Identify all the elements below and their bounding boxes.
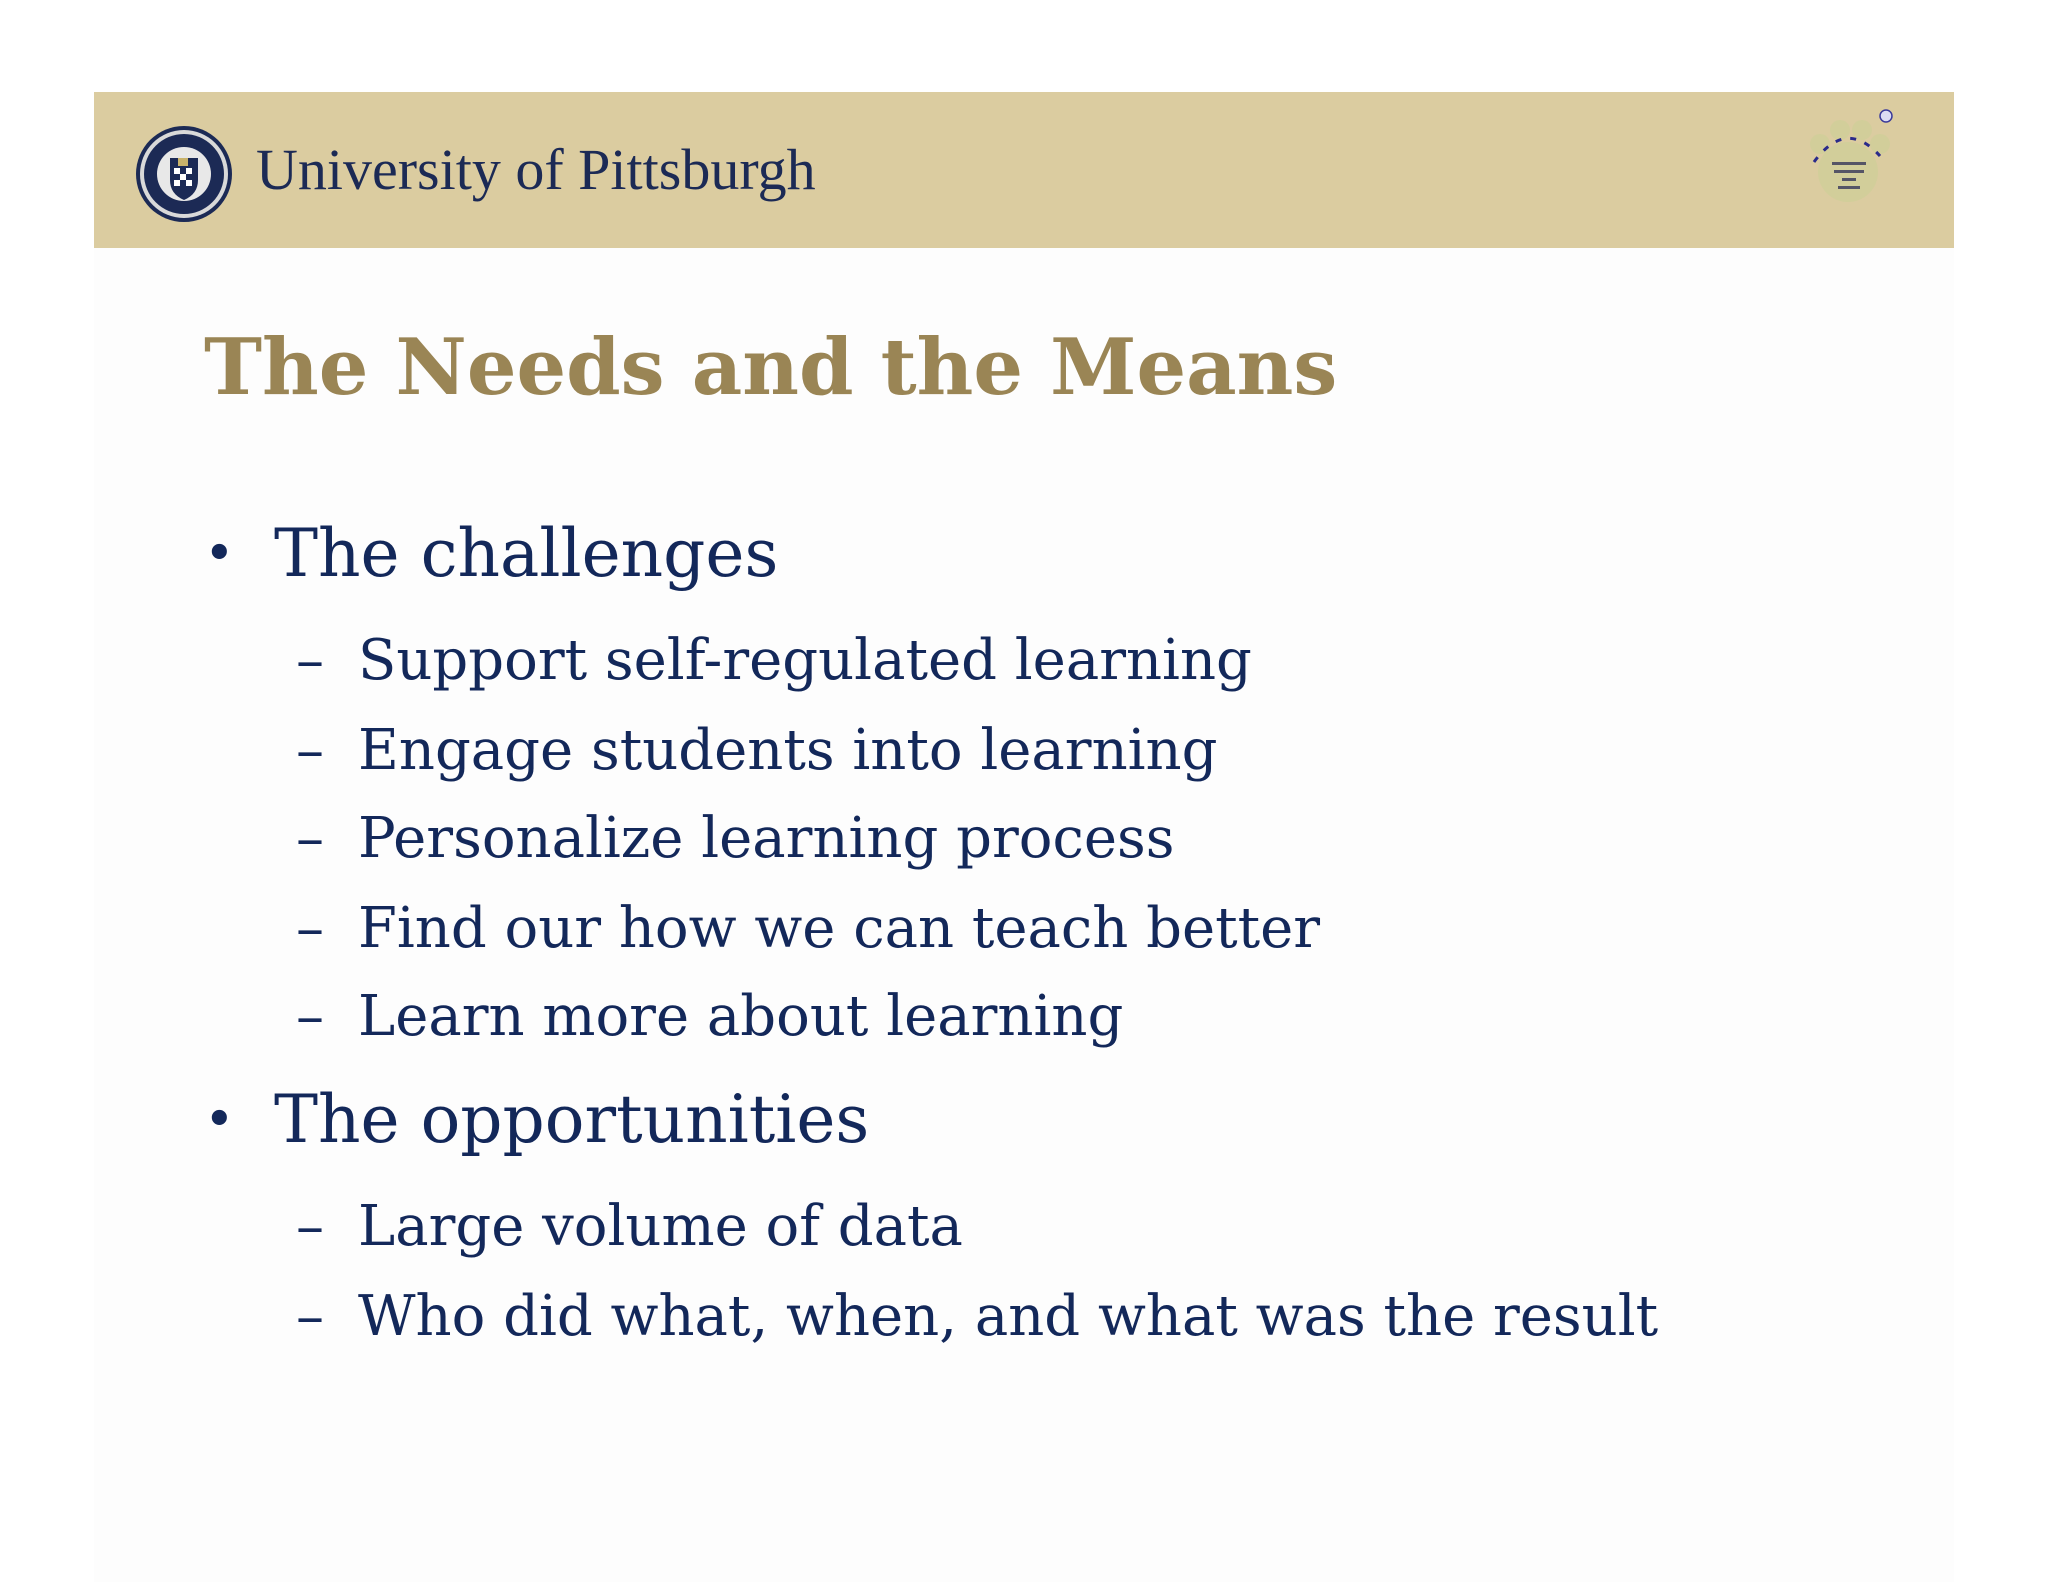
dash-marker: – [296, 1284, 324, 1349]
sub-bullet-label: Find our how we can teach better [358, 896, 1321, 961]
dash-marker: – [296, 806, 324, 871]
sub-bullet-label: Learn more about learning [358, 984, 1124, 1049]
slide-title: The Needs and the Means [204, 322, 1338, 413]
university-name: University of Pittsburgh [256, 137, 816, 202]
sub-bullet-label: Support self-regulated learning [358, 628, 1252, 693]
university-seal-icon [134, 124, 234, 224]
sub-bullet-label: Who did what, when, and what was the result [358, 1284, 1659, 1349]
dash-marker: – [296, 984, 324, 1049]
sub-bullet-label: Engage students into learning [358, 718, 1218, 783]
dash-marker: – [296, 628, 324, 693]
dash-marker: – [296, 1194, 324, 1259]
bullet-marker: • [204, 1090, 235, 1150]
dash-marker: – [296, 896, 324, 961]
sub-bullet-label: Personalize learning process [358, 806, 1175, 871]
sub-bullet-label: Large volume of data [358, 1194, 963, 1259]
bullet-label: The challenges [274, 515, 779, 592]
bullet-label: The opportunities [274, 1081, 870, 1158]
dash-marker: – [296, 718, 324, 783]
bullet-marker: • [204, 524, 235, 584]
paws-logo-icon [1796, 104, 1900, 208]
slide-background [94, 248, 1954, 1582]
